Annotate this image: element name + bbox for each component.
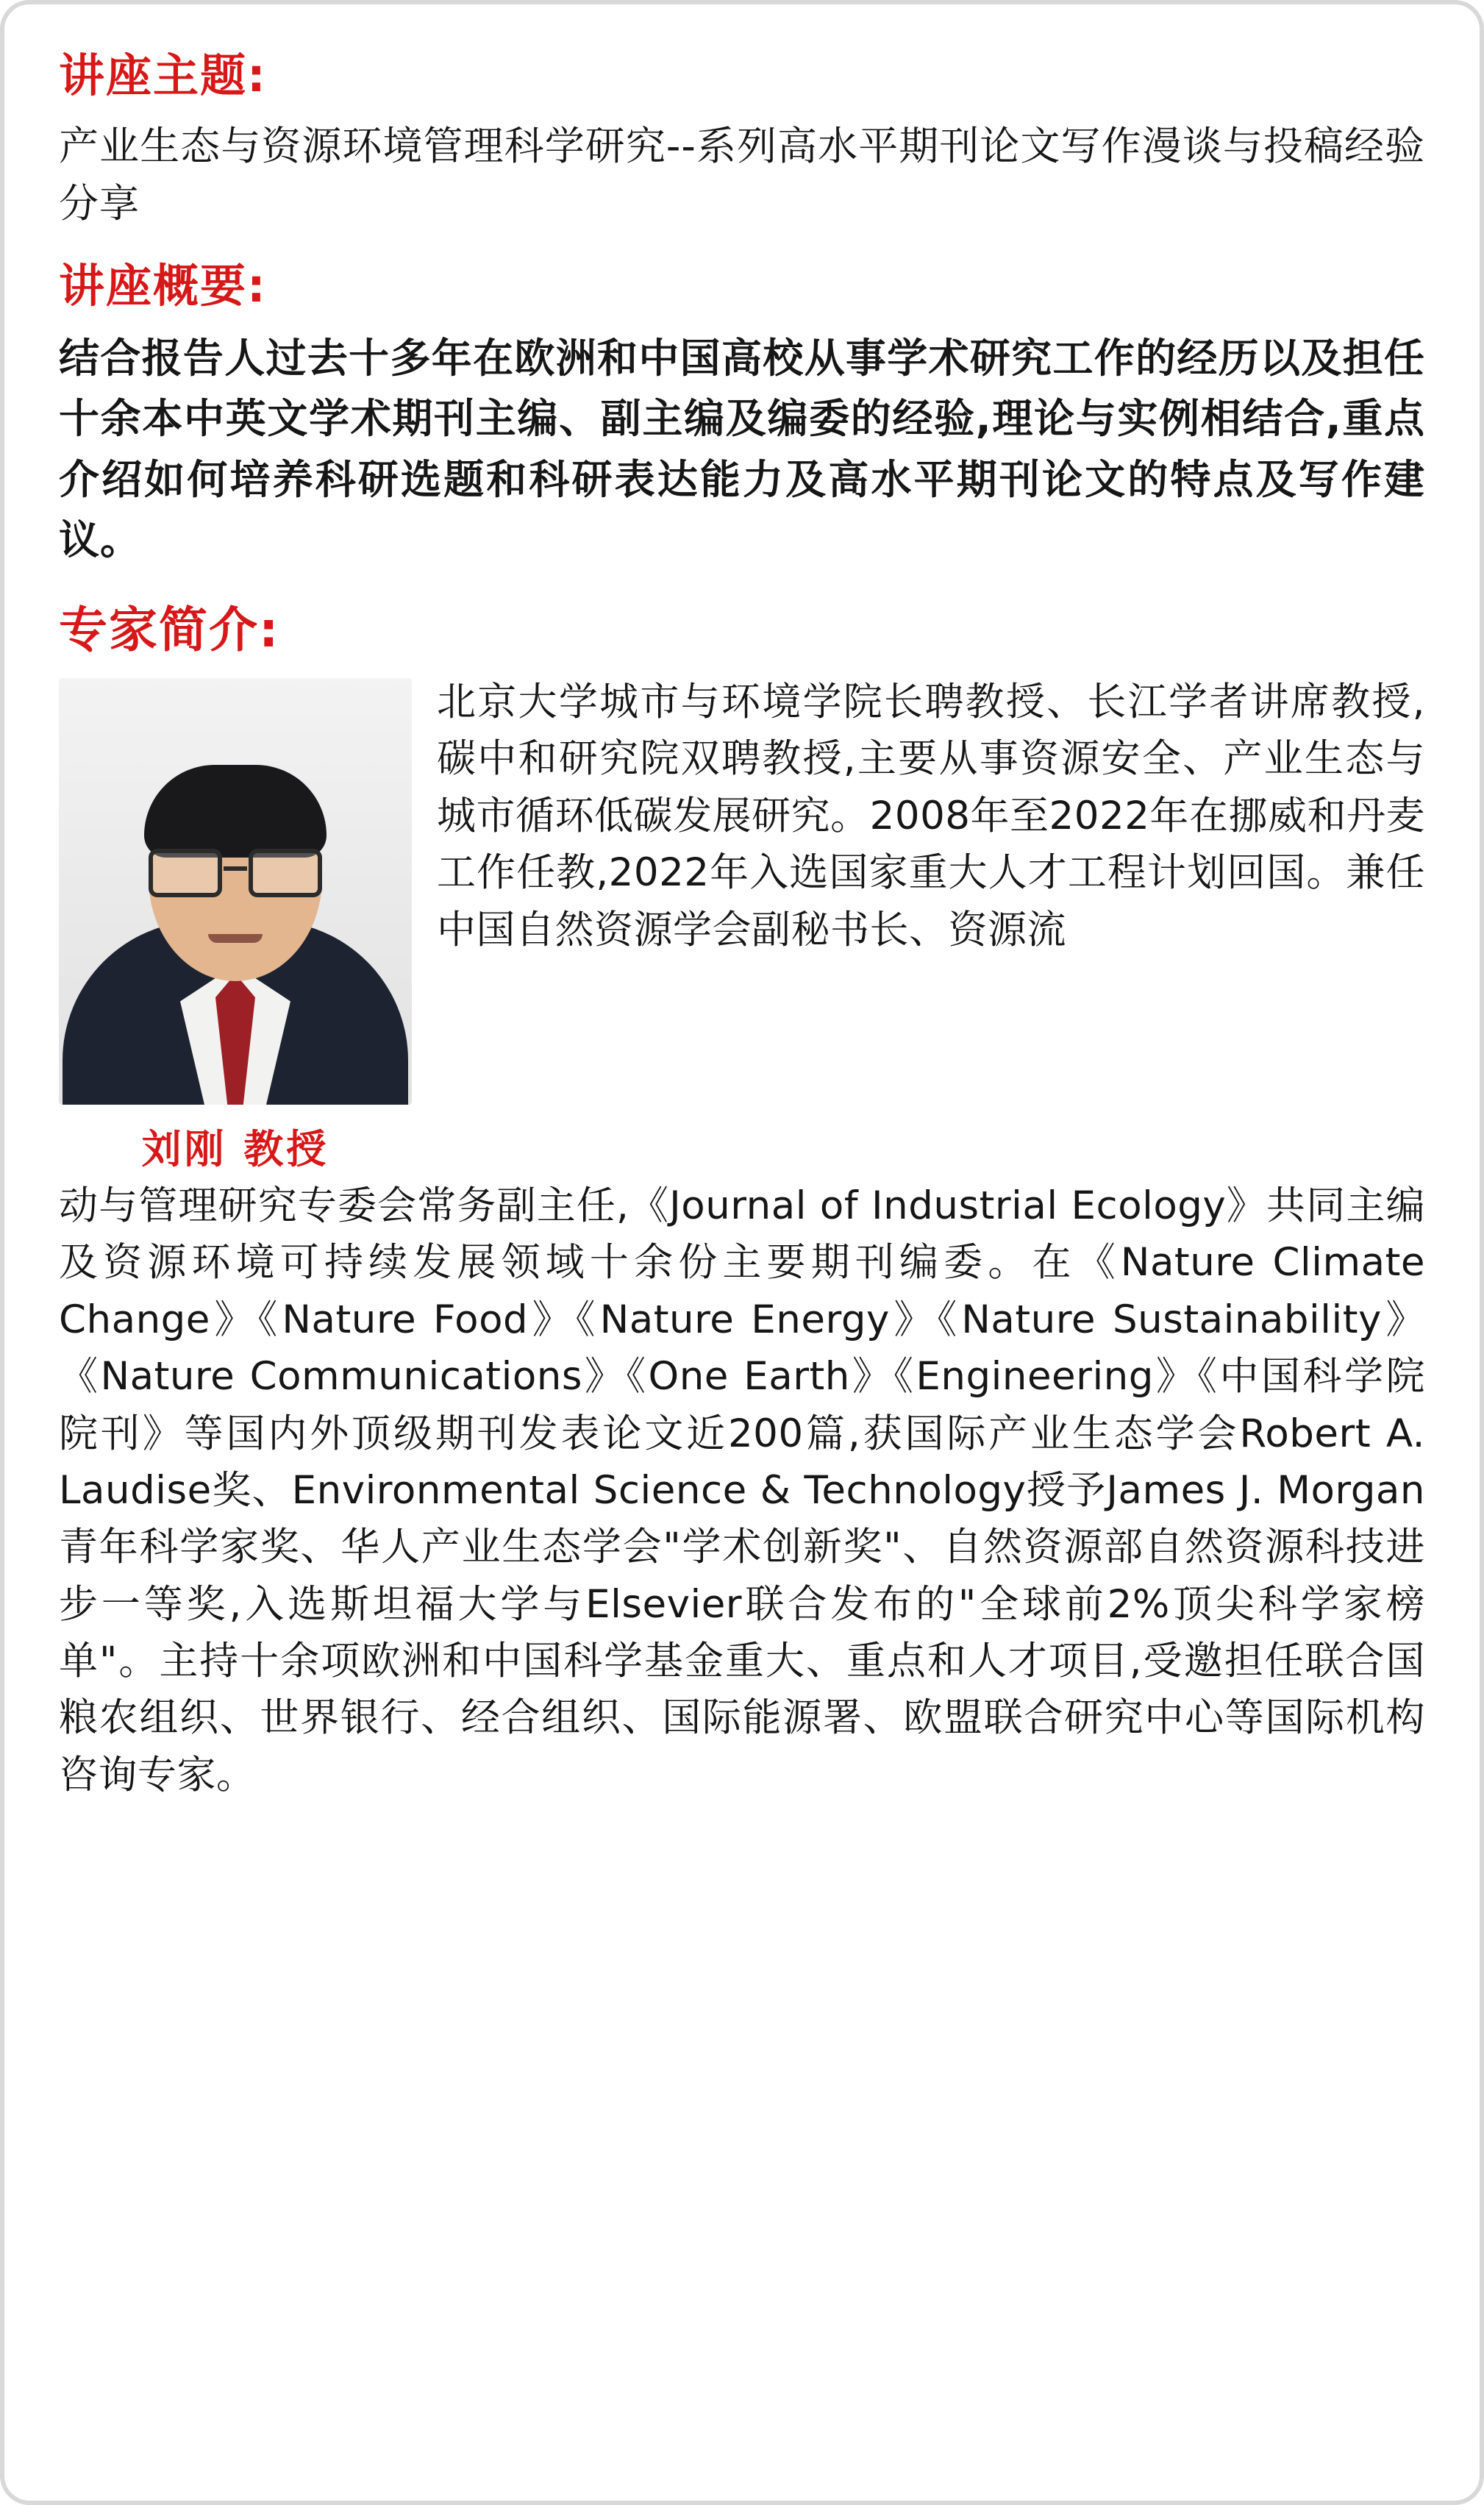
portrait-glasses-left	[149, 849, 222, 897]
speaker-name-caption: 刘刚 教授	[141, 1126, 329, 1173]
portrait-glasses-right	[249, 849, 322, 897]
speaker-portrait-image	[59, 678, 412, 1105]
topic-heading: 讲座主题:	[59, 49, 267, 102]
expert-heading: 专家简介:	[59, 601, 280, 658]
expert-block	[59, 674, 1425, 1177]
summary-text: 结合报告人过去十多年在欧洲和中国高校从事学术研究工作的经历以及担任十余本中英文学术期刊主编、副主编及编委的经验,理论与实例相结合,重点介绍如何培养科研选题和科研表达能力及高水平期刊论文的特点及写作建议。	[59, 334, 1425, 564]
topic-text: 产业生态与资源环境管理科学研究--系列高水平期刊论文写作漫谈与投稿经验分享	[59, 122, 1425, 227]
summary-heading: 讲座概要:	[59, 259, 267, 313]
speaker-bio-head: 北京大学城市与环境学院长聘教授、长江学者讲席教授,碳中和研究院双聘教授,主要从事资源安全、产业生态与城市循环低碳发展研究。2008年至2022年在挪威和丹麦工作任教,2022年入选国家重大人才工程计划回国。兼任中国自然资源学会副秘书长、资源流	[437, 680, 1425, 952]
portrait-hair	[144, 765, 327, 858]
speaker-bio-tail: 动与管理研究专委会常务副主任,《Journal of Industrial Ecology》共同主编及资源环境可持续发展领域十余份主要期刊编委。在《Nature Climate Change》《Nature Food》《Nature Energy》《Nature Sustainability》《Nature Communications》《One Earth》《Engineering》《中国科学院院刊》等国内外顶级期刊发表论文近200篇,获国际产业生态学会Robert A. Laudise奖、Environmental Science & Technology授予James J. Morgan青年科学家奖、华人产业生态学会"学术创新奖"、自然资源部自然资源科技进步一等奖,入选斯坦福大学与Elsevier联合发布的"全球前2%顶尖科学家榜单"。主持十余项欧洲和中国科学基金重大、重点和人才项目,受邀担任联合国粮农组织、世界银行、经合组织、国际能源署、欧盟联合研究中心等国际机构咨询专家。	[59, 1183, 1425, 1797]
speaker-photo-wrap	[59, 678, 412, 1175]
portrait-mouth	[208, 934, 263, 943]
portrait-glasses-bridge	[224, 866, 247, 871]
